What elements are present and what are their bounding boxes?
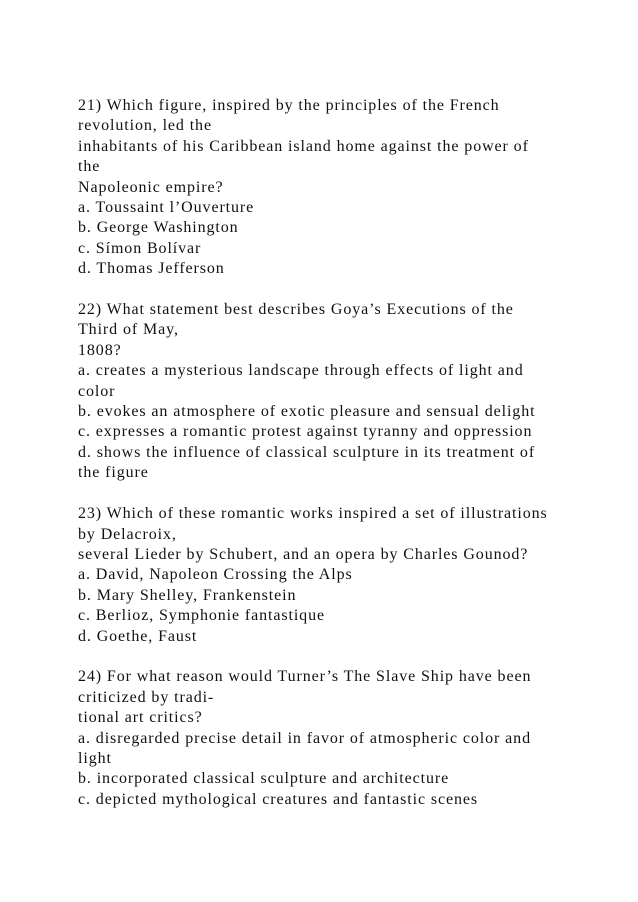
text-line: several Lieder by Schubert, and an opera by Charles Gounod? <box>78 545 529 563</box>
text-line: d. Thomas Jefferson <box>78 260 225 278</box>
text-line: a. disregarded precise detail in favor of atmospheric color and <box>78 729 531 747</box>
text-line: b. George Washington <box>78 219 239 237</box>
text-line: a. creates a mysterious landscape through effects of light and <box>78 362 524 380</box>
text-line: the figure <box>78 464 149 482</box>
question-21 <box>78 96 598 280</box>
text-line: color <box>78 382 116 400</box>
text-line: light <box>78 749 112 767</box>
text-line: tional art critics? <box>78 709 203 727</box>
text-line: d. shows the influence of classical sculpture in its treatment of <box>78 443 536 461</box>
text-line: Third of May, <box>78 321 179 339</box>
text-line: d. Goethe, Faust <box>78 627 198 645</box>
text-line: 21) Which figure, inspired by the principles of the French <box>78 97 500 114</box>
text-line: 24) For what reason would Turner’s The Slave Ship have been <box>78 668 532 686</box>
text-line: inhabitants of his Caribbean island home against the power of <box>78 137 529 155</box>
quiz-text <box>78 96 598 831</box>
text-line: by Delacroix, <box>78 525 177 543</box>
text-line: b. evokes an atmosphere of exotic pleasure and sensual delight <box>78 403 536 421</box>
text-line: criticized by tradi- <box>78 688 215 706</box>
question-23 <box>78 504 598 647</box>
text-line: revolution, led the <box>78 117 212 135</box>
text-line: c. Símon Bolívar <box>78 239 202 257</box>
text-line: Napoleonic empire? <box>78 178 224 196</box>
text-line: 22) What statement best describes Goya’s Executions of the <box>78 301 514 319</box>
text-line: 1808? <box>78 341 122 359</box>
question-24 <box>78 667 598 810</box>
text-line: c. Berlioz, Symphonie fantastique <box>78 607 325 625</box>
text-line: a. Toussaint l’Ouverture <box>78 199 255 217</box>
question-22 <box>78 300 598 484</box>
text-line: c. expresses a romantic protest against tyranny and oppression <box>78 423 533 441</box>
text-line: the <box>78 158 101 176</box>
text-line: c. depicted mythological creatures and fantastic scenes <box>78 790 479 808</box>
text-line: b. Mary Shelley, Frankenstein <box>78 586 297 604</box>
text-line: 23) Which of these romantic works inspired a set of illustrations <box>78 505 548 523</box>
text-line: b. incorporated classical sculpture and architecture <box>78 770 450 788</box>
text-line: a. David, Napoleon Crossing the Alps <box>78 566 353 584</box>
